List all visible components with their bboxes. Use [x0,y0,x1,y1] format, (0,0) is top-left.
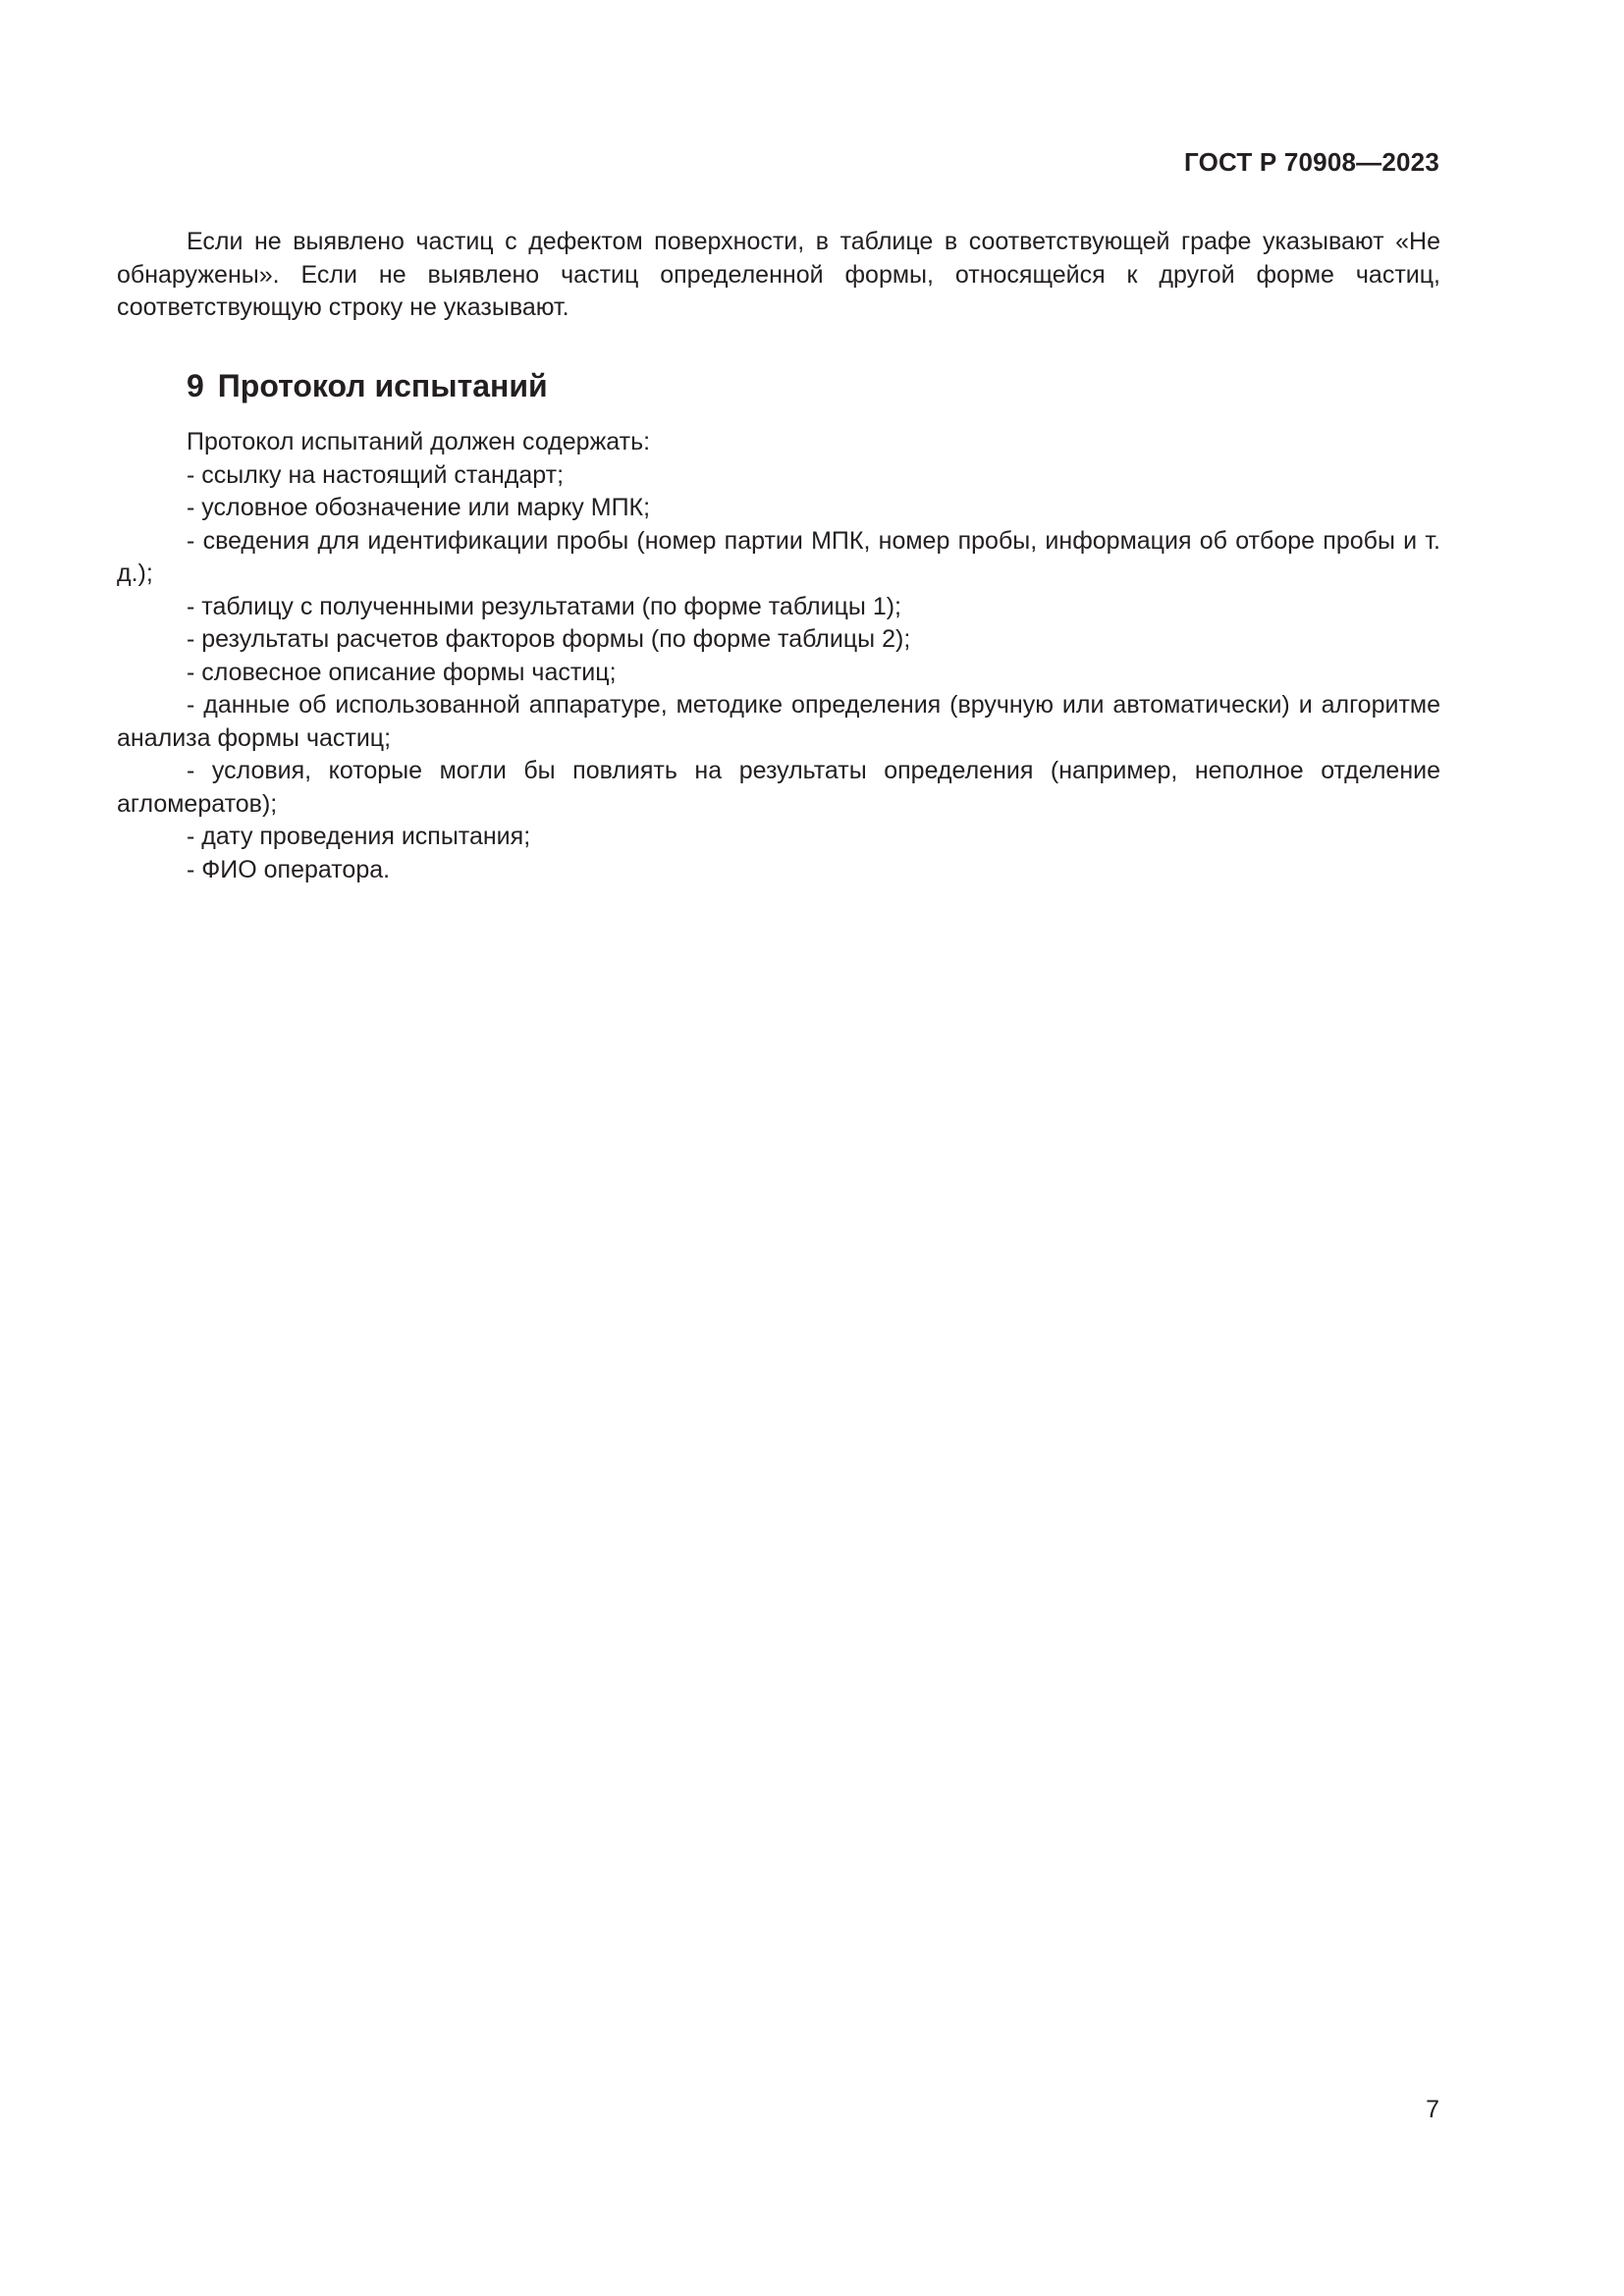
list-item: - дату проведения испытания; [187,823,531,850]
protocol-lead: Протокол испытаний должен содержать: [187,428,651,455]
list-item: - таблицу с полученными результатами (по форме таблицы 1); [187,592,901,620]
list-item: - результаты расчетов факторов формы (по форме таблицы 2); [187,625,911,653]
protocol-contents [117,426,1440,886]
intro-paragraph [117,226,1440,325]
list-item: - сведения для идентификации пробы (номер партии МПК, номер пробы, информация об отборе пробы и т. д.); [117,526,1440,587]
list-item: - данные об использованной аппаратуре, методике определения (вручную или автоматически) и алгоритме анализа формы частиц; [117,691,1440,752]
section-title: Протокол испытаний [217,368,548,403]
list-item: - условия, которые могли бы повлиять на результаты определения (например, неполное отделение агломератов); [117,757,1440,818]
list-item: - ФИО оператора. [187,855,391,883]
list-item: - словесное описание формы частиц; [187,658,617,686]
list-item: - ссылку на настоящий стандарт; [187,460,565,489]
page-number: 7 [1426,2096,1439,2123]
intro-text: Если не выявлено частиц с дефектом поверхности, в таблице в соответствующей графе указывают «Не обнаружены». Если не выявлено частиц определенной формы, относящейся к другой форме частиц, соответствующую строку не указывают. [117,228,1440,321]
document-code: ГОСТ Р 70908—2023 [1184,147,1439,177]
section-number: 9 [187,368,204,403]
section-heading [187,368,548,404]
list-item: - условное обозначение или марку МПК; [187,494,651,521]
